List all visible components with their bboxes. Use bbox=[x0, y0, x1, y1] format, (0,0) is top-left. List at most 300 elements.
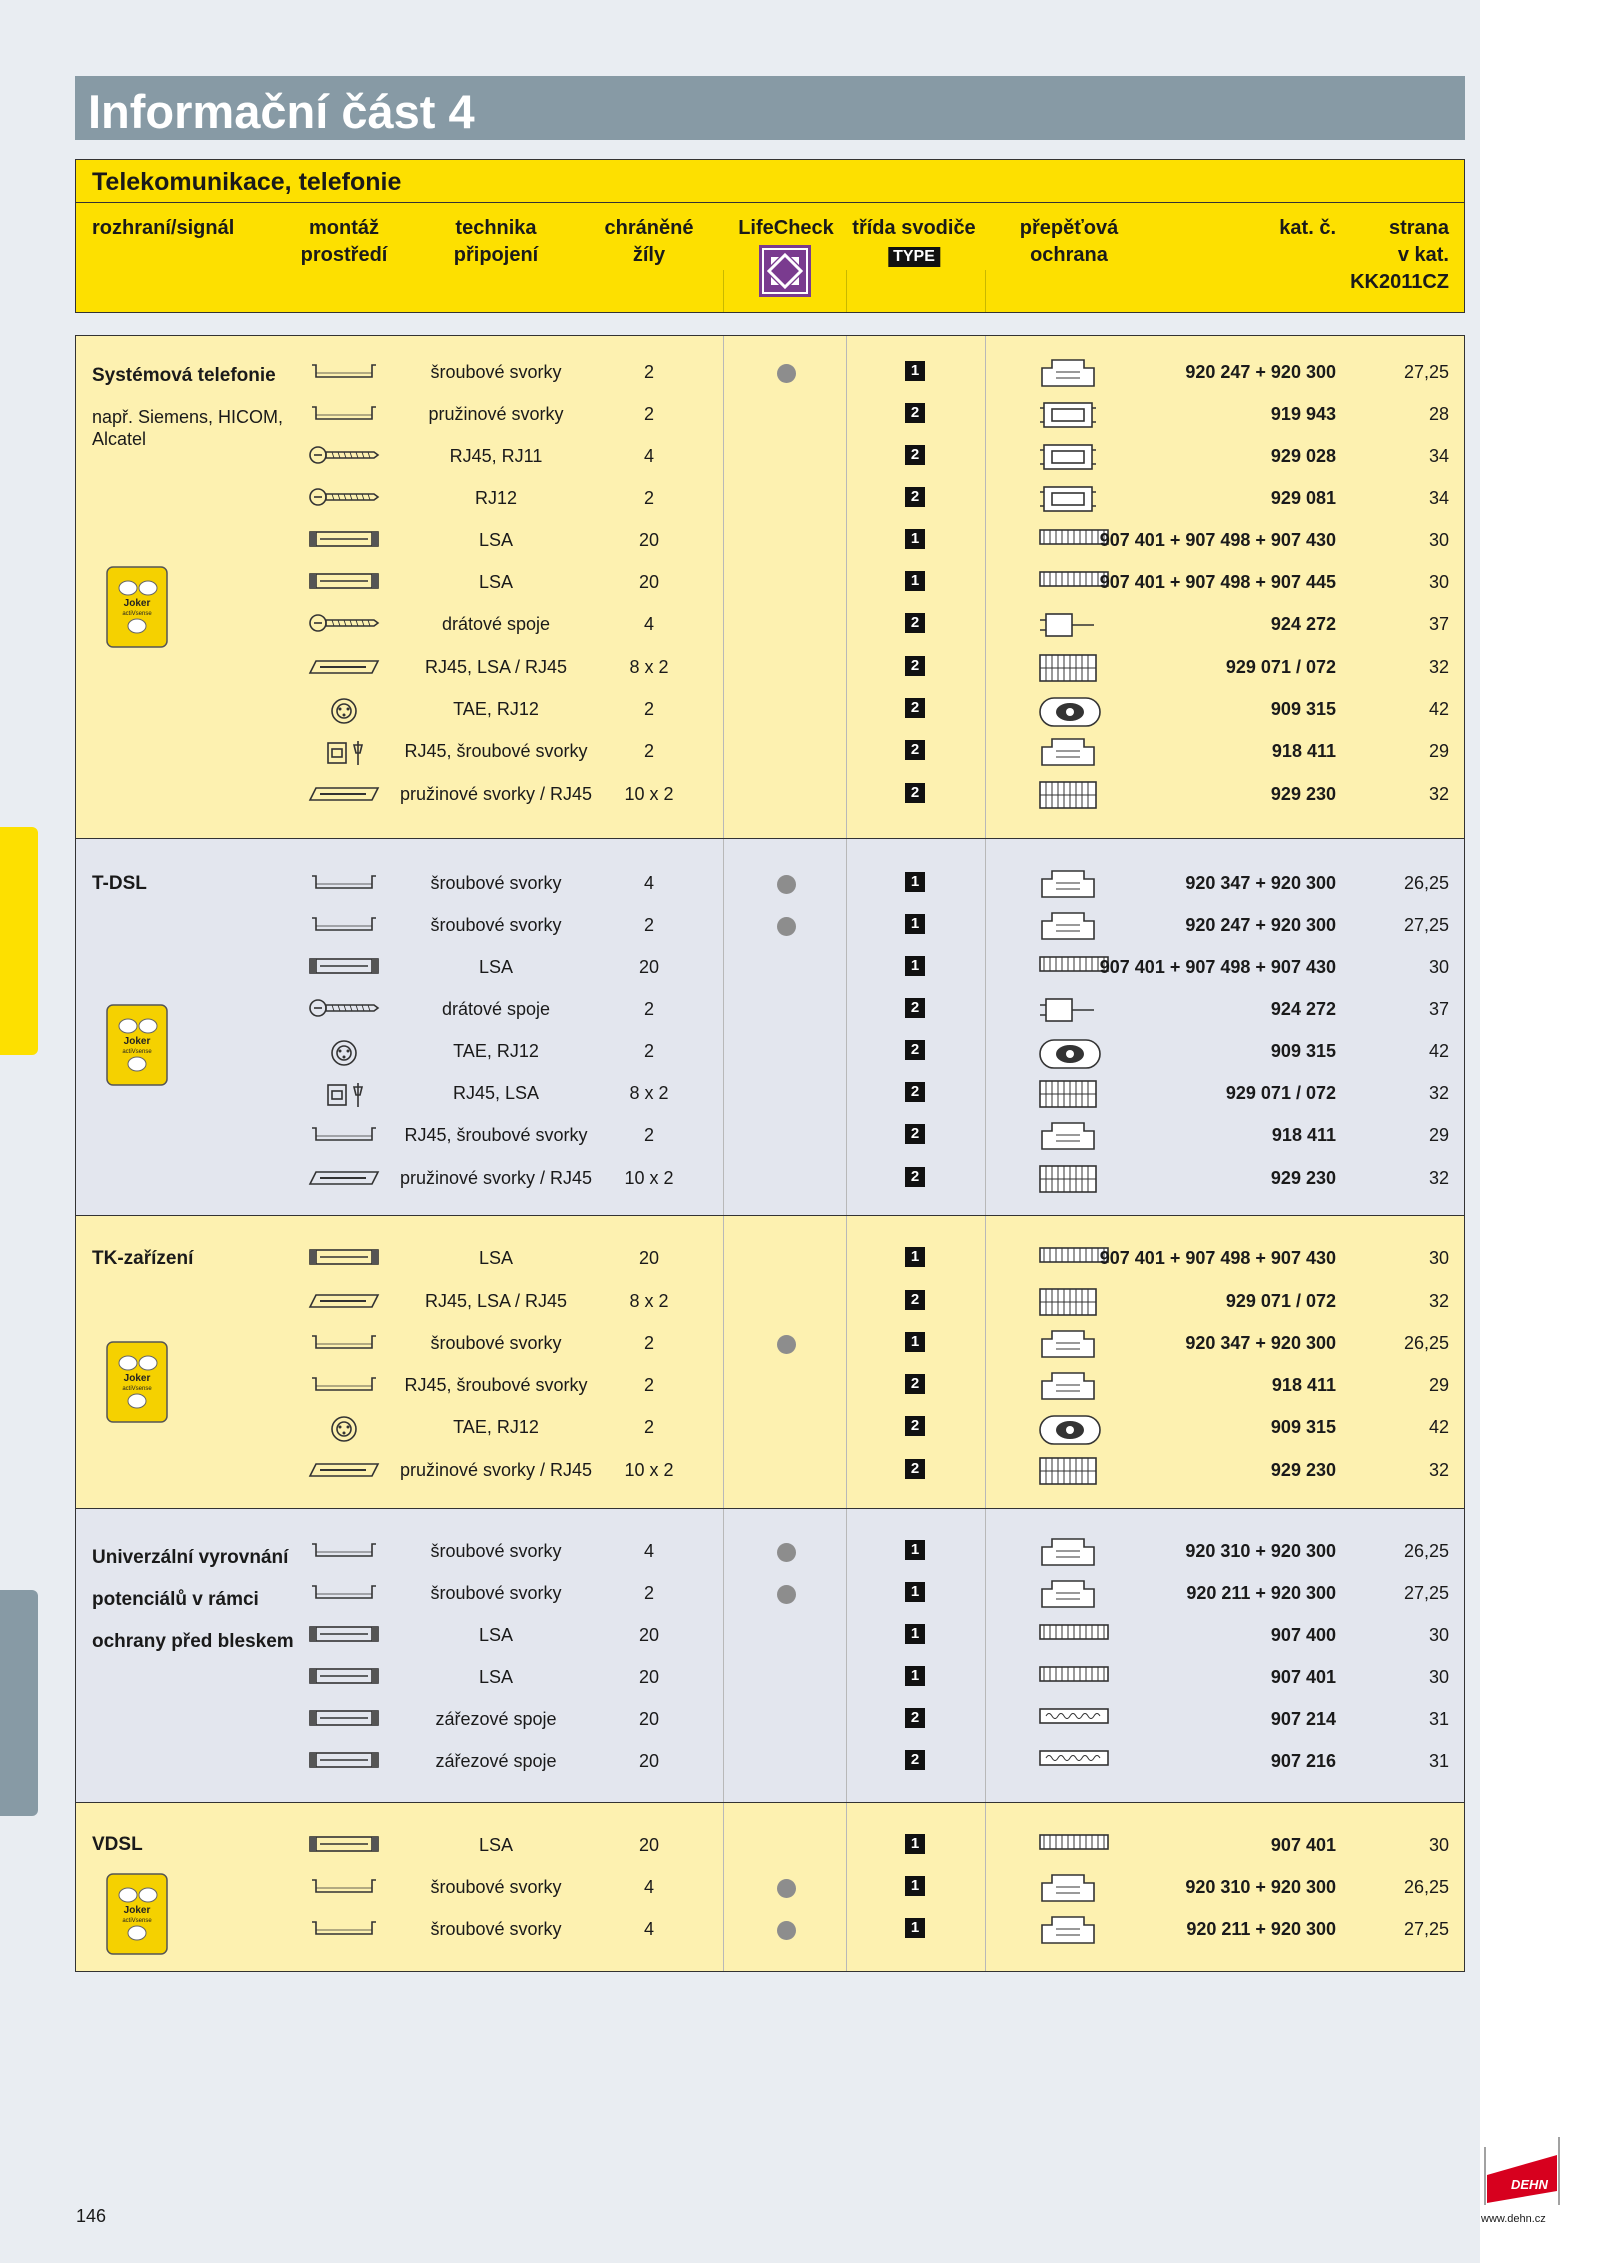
mount-icon bbox=[308, 444, 380, 471]
page-title-bar bbox=[75, 76, 1465, 140]
protected-cores: 20 bbox=[638, 957, 660, 977]
catalog-page: 32 bbox=[1428, 1083, 1449, 1103]
table-row bbox=[76, 1370, 1464, 1400]
mount-icon bbox=[308, 528, 380, 555]
connection-tech: LSA bbox=[478, 1248, 514, 1268]
catalog-number: 929 230 bbox=[1270, 1460, 1336, 1480]
svg-text:actiVsense: actiVsense bbox=[122, 1918, 152, 1924]
connection-tech: šroubové svorky bbox=[430, 1919, 562, 1939]
mount-icon bbox=[308, 697, 380, 730]
catalog-number: 918 411 bbox=[1271, 1125, 1336, 1145]
catalog-number: 918 411 bbox=[1271, 1375, 1336, 1395]
protected-cores: 2 bbox=[643, 915, 655, 935]
type-class-badge: 1 bbox=[905, 1332, 925, 1352]
protector-icon bbox=[1038, 610, 1098, 645]
protector-icon bbox=[1038, 1037, 1102, 1076]
type-class-badge: 2 bbox=[905, 1750, 925, 1770]
mount-icon bbox=[308, 570, 380, 597]
mount-icon bbox=[308, 997, 380, 1024]
connection-tech: RJ45, šroubové svorky bbox=[404, 1375, 588, 1395]
catalog-page: 37 bbox=[1428, 614, 1449, 634]
connection-tech: RJ45, LSA / RJ45 bbox=[424, 657, 568, 677]
type-class-badge: 2 bbox=[905, 487, 925, 507]
col-signal: rozhraní/signál bbox=[92, 217, 235, 239]
svg-text:actiVsense: actiVsense bbox=[122, 611, 152, 617]
catalog-page: 27,25 bbox=[1403, 1583, 1449, 1603]
catalog-page: 28 bbox=[1428, 404, 1449, 424]
table-row bbox=[76, 1036, 1464, 1066]
protected-cores: 8 x 2 bbox=[629, 1083, 669, 1103]
lifecheck-dot-icon bbox=[777, 1335, 796, 1354]
mount-icon bbox=[308, 1665, 380, 1692]
table-row bbox=[76, 694, 1464, 724]
protected-cores: 2 bbox=[643, 1041, 655, 1061]
table-row bbox=[76, 1243, 1464, 1273]
section-title: Telekomunikace, telefonie bbox=[92, 168, 402, 196]
catalog-number: 907 401 + 907 498 + 907 445 bbox=[1099, 572, 1336, 592]
catalog-number: 920 310 + 920 300 bbox=[1185, 1541, 1336, 1561]
connection-tech: šroubové svorky bbox=[430, 1877, 562, 1897]
connection-tech: pružinové svorky bbox=[428, 404, 564, 424]
catalog-page: 32 bbox=[1428, 657, 1449, 677]
catalog-number: 920 247 + 920 300 bbox=[1185, 915, 1336, 935]
protector-icon bbox=[1038, 484, 1098, 519]
lifecheck-icon bbox=[759, 245, 811, 297]
table-row bbox=[76, 357, 1464, 387]
website-url: www.dehn.cz bbox=[1481, 2213, 1546, 2225]
catalog-page: 30 bbox=[1428, 1248, 1449, 1268]
mount-icon bbox=[308, 1289, 380, 1316]
table-row bbox=[76, 952, 1464, 982]
col-lifecheck: LifeCheck bbox=[738, 217, 834, 239]
table-row bbox=[76, 1536, 1464, 1566]
connection-tech: drátové spoje bbox=[441, 614, 551, 634]
catalog-page: 37 bbox=[1428, 999, 1449, 1019]
svg-text:actiVsense: actiVsense bbox=[122, 1049, 152, 1055]
catalog-number: 909 315 bbox=[1270, 1417, 1336, 1437]
catalog-number: 907 401 + 907 498 + 907 430 bbox=[1099, 957, 1336, 977]
catalog-page: 30 bbox=[1428, 1835, 1449, 1855]
table-row bbox=[76, 1455, 1464, 1485]
type-class-badge: 1 bbox=[905, 1582, 925, 1602]
mount-icon bbox=[308, 655, 380, 682]
section-name: Univerzální vyrovnání potenciálů v rámci ochrany před bleskem bbox=[92, 1547, 294, 1652]
section-name: TK-zařízení bbox=[92, 1248, 194, 1269]
catalog-page: 29 bbox=[1428, 1125, 1449, 1145]
protected-cores: 20 bbox=[638, 1625, 660, 1645]
table-row bbox=[76, 779, 1464, 809]
header-divider bbox=[76, 202, 1464, 203]
catalog-page: 32 bbox=[1428, 784, 1449, 804]
catalog-page: 30 bbox=[1428, 1625, 1449, 1645]
connection-tech: šroubové svorky bbox=[430, 1333, 562, 1353]
type-class-badge: 2 bbox=[905, 698, 925, 718]
table-row bbox=[76, 1704, 1464, 1734]
protected-cores: 2 bbox=[643, 488, 655, 508]
lifecheck-dot-icon bbox=[777, 1879, 796, 1898]
protected-cores: 4 bbox=[643, 446, 655, 466]
protector-icon bbox=[1038, 1287, 1098, 1322]
connection-tech: RJ45, RJ11 bbox=[449, 446, 543, 466]
protected-cores: 8 x 2 bbox=[629, 1291, 669, 1311]
catalog-page: 42 bbox=[1428, 699, 1449, 719]
protected-cores: 2 bbox=[643, 1125, 655, 1145]
protected-cores: 10 x 2 bbox=[624, 784, 674, 804]
table-row bbox=[76, 399, 1464, 429]
catalog-page: 34 bbox=[1428, 488, 1449, 508]
mount-icon bbox=[308, 1458, 380, 1485]
type-class-badge: 1 bbox=[905, 1624, 925, 1644]
mount-icon bbox=[308, 782, 380, 809]
table-row bbox=[76, 736, 1464, 766]
protected-cores: 10 x 2 bbox=[624, 1168, 674, 1188]
type-class-badge: 1 bbox=[905, 956, 925, 976]
lifecheck-dot-icon bbox=[777, 364, 796, 383]
table-row bbox=[76, 1662, 1464, 1692]
table-row bbox=[76, 1412, 1464, 1442]
col-cores: chráněné žíly bbox=[604, 217, 694, 266]
connection-tech: pružinové svorky / RJ45 bbox=[399, 1460, 593, 1480]
connection-tech: LSA bbox=[478, 1625, 514, 1645]
protector-icon bbox=[1038, 1079, 1098, 1114]
mount-icon bbox=[308, 1123, 380, 1150]
protector-icon bbox=[1038, 1456, 1098, 1491]
type-class-badge: 2 bbox=[905, 403, 925, 423]
catalog-number: 920 211 + 920 300 bbox=[1186, 1583, 1336, 1603]
protector-icon bbox=[1038, 911, 1098, 946]
catalog-number: 907 400 bbox=[1270, 1625, 1336, 1645]
table-row bbox=[76, 1328, 1464, 1358]
table-row bbox=[76, 1163, 1464, 1193]
side-tab-grey bbox=[0, 1590, 38, 1816]
svg-text:Joker: Joker bbox=[123, 1036, 151, 1047]
protector-icon bbox=[1038, 1121, 1098, 1156]
catalog-number: 907 216 bbox=[1270, 1751, 1336, 1771]
connection-tech: RJ45, LSA / RJ45 bbox=[424, 1291, 568, 1311]
connection-tech: zářezové spoje bbox=[435, 1751, 557, 1771]
catalog-number: 929 081 bbox=[1270, 488, 1336, 508]
protected-cores: 4 bbox=[643, 873, 655, 893]
table-row bbox=[76, 567, 1464, 597]
svg-text:Joker: Joker bbox=[123, 1373, 151, 1384]
type-class-badge: 2 bbox=[905, 1124, 925, 1144]
protected-cores: 2 bbox=[643, 1333, 655, 1353]
mount-icon bbox=[308, 1833, 380, 1860]
connection-tech: LSA bbox=[478, 1835, 514, 1855]
protected-cores: 2 bbox=[643, 1583, 655, 1603]
type-class-badge: 1 bbox=[905, 1540, 925, 1560]
protector-icon bbox=[1038, 1371, 1098, 1406]
dehn-logo bbox=[1483, 2137, 1561, 2207]
type-class-badge: 1 bbox=[905, 914, 925, 934]
connection-tech: drátové spoje bbox=[441, 999, 551, 1019]
protector-icon bbox=[1038, 1873, 1098, 1908]
catalog-number: 909 315 bbox=[1270, 1041, 1336, 1061]
connection-tech: pružinové svorky / RJ45 bbox=[399, 1168, 593, 1188]
header-separator bbox=[846, 270, 847, 312]
protected-cores: 2 bbox=[643, 1417, 655, 1437]
catalog-page: 30 bbox=[1428, 1667, 1449, 1687]
protector-icon bbox=[1038, 1164, 1098, 1199]
lifecheck-dot-icon bbox=[777, 1585, 796, 1604]
protector-icon bbox=[1038, 1831, 1110, 1858]
protector-icon bbox=[1038, 869, 1098, 904]
protected-cores: 2 bbox=[643, 1375, 655, 1395]
connection-tech: pružinové svorky / RJ45 bbox=[399, 784, 593, 804]
connection-tech: TAE, RJ12 bbox=[453, 1417, 539, 1437]
section-subtitle: např. Siemens, HICOM, Alcatel bbox=[92, 407, 284, 449]
type-class-badge: 1 bbox=[905, 571, 925, 591]
table-row bbox=[76, 441, 1464, 471]
mount-icon bbox=[308, 612, 380, 639]
connection-tech: šroubové svorky bbox=[430, 362, 562, 382]
protector-icon bbox=[1038, 400, 1098, 435]
table-row bbox=[76, 525, 1464, 555]
protected-cores: 4 bbox=[643, 614, 655, 634]
type-class-badge: 1 bbox=[905, 361, 925, 381]
protected-cores: 8 x 2 bbox=[629, 657, 669, 677]
mount-icon bbox=[308, 1039, 380, 1072]
type-class-badge: 1 bbox=[905, 1247, 925, 1267]
mount-icon bbox=[308, 402, 380, 429]
catalog-number: 929 230 bbox=[1270, 1168, 1336, 1188]
mount-icon bbox=[308, 1246, 380, 1273]
protector-icon bbox=[1038, 737, 1098, 772]
catalog-page: 42 bbox=[1428, 1417, 1449, 1437]
table-section bbox=[75, 1215, 1465, 1510]
type-class-badge: 2 bbox=[905, 1167, 925, 1187]
mount-icon bbox=[308, 913, 380, 940]
svg-text:Joker: Joker bbox=[123, 598, 151, 609]
mount-icon bbox=[308, 1623, 380, 1650]
type-class-badge: 1 bbox=[905, 1876, 925, 1896]
catalog-number: 920 310 + 920 300 bbox=[1185, 1877, 1336, 1897]
connection-tech: LSA bbox=[478, 1667, 514, 1687]
catalog-page: 30 bbox=[1428, 572, 1449, 592]
table-section bbox=[75, 335, 1465, 840]
right-margin-strip bbox=[1480, 0, 1600, 2263]
type-class-badge: 2 bbox=[905, 1040, 925, 1060]
catalog-number: 907 401 + 907 498 + 907 430 bbox=[1099, 1248, 1336, 1268]
connection-tech: RJ45, šroubové svorky bbox=[404, 1125, 588, 1145]
type-class-badge: 1 bbox=[905, 1666, 925, 1686]
col-mount: montáž prostředí bbox=[300, 217, 388, 266]
connection-tech: šroubové svorky bbox=[430, 873, 562, 893]
type-class-badge: 2 bbox=[905, 656, 925, 676]
col-cat: kat. č. bbox=[1279, 217, 1336, 239]
col-page-label: strana v kat. bbox=[1388, 217, 1449, 266]
type-class-badge: 2 bbox=[905, 1416, 925, 1436]
catalog-number: 924 272 bbox=[1270, 999, 1336, 1019]
type-class-badge: 1 bbox=[905, 872, 925, 892]
catalog-number: 924 272 bbox=[1270, 614, 1336, 634]
connection-tech: šroubové svorky bbox=[430, 1541, 562, 1561]
connection-tech: TAE, RJ12 bbox=[453, 1041, 539, 1061]
svg-text:actiVsense: actiVsense bbox=[122, 1386, 152, 1392]
catalog-number: 929 071 / 072 bbox=[1225, 657, 1336, 677]
connection-tech: zářezové spoje bbox=[435, 1709, 557, 1729]
catalog-number: 920 347 + 920 300 bbox=[1185, 873, 1336, 893]
protector-icon bbox=[1038, 780, 1098, 815]
catalog-page: 26,25 bbox=[1403, 1541, 1449, 1561]
table-row bbox=[76, 1078, 1464, 1108]
lifecheck-dot-icon bbox=[777, 1543, 796, 1562]
svg-text:DEHN: DEHN bbox=[1511, 2177, 1548, 2192]
connection-tech: RJ45, LSA bbox=[452, 1083, 540, 1103]
svg-text:Joker: Joker bbox=[123, 1905, 151, 1916]
catalog-number: 907 401 bbox=[1270, 1835, 1336, 1855]
protected-cores: 20 bbox=[638, 1835, 660, 1855]
protected-cores: 10 x 2 bbox=[624, 1460, 674, 1480]
catalog-page: 27,25 bbox=[1403, 1919, 1449, 1939]
mount-icon bbox=[308, 1415, 380, 1448]
protected-cores: 20 bbox=[638, 1248, 660, 1268]
catalog-number: 907 401 + 907 498 + 907 430 bbox=[1099, 530, 1336, 550]
protected-cores: 2 bbox=[643, 362, 655, 382]
table-header bbox=[75, 159, 1465, 313]
header-separator bbox=[985, 270, 986, 312]
side-tab-yellow bbox=[0, 827, 38, 1055]
catalog-page: 31 bbox=[1428, 1751, 1449, 1771]
type-class-badge: 2 bbox=[905, 1082, 925, 1102]
type-class-badge: 1 bbox=[905, 1918, 925, 1938]
mount-icon bbox=[308, 1331, 380, 1358]
protected-cores: 2 bbox=[643, 404, 655, 424]
connection-tech: LSA bbox=[478, 957, 514, 977]
connection-tech: RJ12 bbox=[474, 488, 518, 508]
protector-icon bbox=[1038, 1663, 1110, 1690]
catalog-page: 27,25 bbox=[1403, 362, 1449, 382]
type-class-badge: 2 bbox=[905, 1290, 925, 1310]
table-row bbox=[76, 609, 1464, 639]
catalog-page: 26,25 bbox=[1403, 873, 1449, 893]
catalog-page: 26,25 bbox=[1403, 1333, 1449, 1353]
table-row bbox=[76, 1120, 1464, 1150]
catalog-page: 32 bbox=[1428, 1460, 1449, 1480]
type-class-badge: 2 bbox=[905, 1708, 925, 1728]
protector-icon bbox=[1038, 1705, 1110, 1732]
mount-icon bbox=[308, 1539, 380, 1566]
protector-icon bbox=[1038, 1579, 1098, 1614]
protector-icon bbox=[1038, 653, 1098, 688]
catalog-number: 907 214 bbox=[1270, 1709, 1336, 1729]
catalog-page: 27,25 bbox=[1403, 915, 1449, 935]
protected-cores: 2 bbox=[643, 999, 655, 1019]
table-row bbox=[76, 868, 1464, 898]
col-class-label: třída svodiče bbox=[852, 217, 976, 239]
protector-icon bbox=[1038, 1329, 1098, 1364]
connection-tech: LSA bbox=[478, 530, 514, 550]
protected-cores: 20 bbox=[638, 1709, 660, 1729]
type-class-badge: 1 bbox=[905, 529, 925, 549]
mount-icon bbox=[308, 360, 380, 387]
col-page bbox=[1350, 215, 1449, 296]
protected-cores: 2 bbox=[643, 741, 655, 761]
type-class-badge: 2 bbox=[905, 445, 925, 465]
col-class bbox=[852, 215, 975, 269]
table-row bbox=[76, 1578, 1464, 1608]
protected-cores: 2 bbox=[643, 699, 655, 719]
table-row bbox=[76, 483, 1464, 513]
col-protection: přepěťová ochrana bbox=[1019, 217, 1119, 266]
table-section bbox=[75, 1508, 1465, 1804]
catalog-number: 920 347 + 920 300 bbox=[1185, 1333, 1336, 1353]
type-class-badge: 1 bbox=[905, 1834, 925, 1854]
type-tag: TYPE bbox=[888, 247, 940, 267]
catalog-number: 929 071 / 072 bbox=[1225, 1291, 1336, 1311]
col-tech: technika připojení bbox=[453, 217, 539, 266]
type-class-badge: 2 bbox=[905, 783, 925, 803]
catalog-number: 920 211 + 920 300 bbox=[1186, 1919, 1336, 1939]
type-class-badge: 2 bbox=[905, 740, 925, 760]
type-class-badge: 2 bbox=[905, 1374, 925, 1394]
lifecheck-dot-icon bbox=[777, 875, 796, 894]
lifecheck-dot-icon bbox=[777, 917, 796, 936]
section-name: T-DSL bbox=[92, 873, 147, 894]
connection-tech: RJ45, šroubové svorky bbox=[404, 741, 588, 761]
protector-icon bbox=[1038, 1747, 1110, 1774]
protector-icon bbox=[1038, 358, 1098, 393]
section-name: VDSL bbox=[92, 1834, 143, 1855]
protector-icon bbox=[1038, 1915, 1098, 1950]
protected-cores: 4 bbox=[643, 1919, 655, 1939]
protected-cores: 20 bbox=[638, 1667, 660, 1687]
table-row bbox=[76, 910, 1464, 940]
lifecheck-dot-icon bbox=[777, 1921, 796, 1940]
table-section bbox=[75, 1802, 1465, 1972]
type-class-badge: 2 bbox=[905, 613, 925, 633]
table-row bbox=[76, 652, 1464, 682]
table-row bbox=[76, 1620, 1464, 1650]
catalog-number: 920 247 + 920 300 bbox=[1185, 362, 1336, 382]
protector-icon bbox=[1038, 442, 1098, 477]
table-row bbox=[76, 1830, 1464, 1860]
mount-icon bbox=[308, 739, 380, 772]
table-row bbox=[76, 994, 1464, 1024]
catalog-number: 919 943 bbox=[1270, 404, 1336, 424]
table-row bbox=[76, 1746, 1464, 1776]
protected-cores: 20 bbox=[638, 1751, 660, 1771]
catalog-page: 30 bbox=[1428, 957, 1449, 977]
mount-icon bbox=[308, 1917, 380, 1944]
catalog-page: 30 bbox=[1428, 530, 1449, 550]
mount-icon bbox=[308, 1875, 380, 1902]
protected-cores: 4 bbox=[643, 1877, 655, 1897]
catalog-number: 929 071 / 072 bbox=[1225, 1083, 1336, 1103]
table-row bbox=[76, 1286, 1464, 1316]
protected-cores: 4 bbox=[643, 1541, 655, 1561]
protector-icon bbox=[1038, 1537, 1098, 1572]
catalog-page: 32 bbox=[1428, 1168, 1449, 1188]
type-class-badge: 2 bbox=[905, 998, 925, 1018]
connection-tech: LSA bbox=[478, 572, 514, 592]
catalog-page: 34 bbox=[1428, 446, 1449, 466]
connection-tech: šroubové svorky bbox=[430, 1583, 562, 1603]
header-separator bbox=[723, 270, 724, 312]
protected-cores: 20 bbox=[638, 572, 660, 592]
mount-icon bbox=[308, 1166, 380, 1193]
connection-tech: TAE, RJ12 bbox=[453, 699, 539, 719]
catalog-number: 918 411 bbox=[1271, 741, 1336, 761]
protector-icon bbox=[1038, 1621, 1110, 1648]
catalog-page: 26,25 bbox=[1403, 1877, 1449, 1897]
connection-tech: šroubové svorky bbox=[430, 915, 562, 935]
mount-icon bbox=[308, 871, 380, 898]
protector-icon bbox=[1038, 695, 1102, 734]
mount-icon bbox=[308, 1581, 380, 1608]
mount-icon bbox=[308, 486, 380, 513]
col-page-catalog: KK2011CZ bbox=[1350, 271, 1449, 293]
